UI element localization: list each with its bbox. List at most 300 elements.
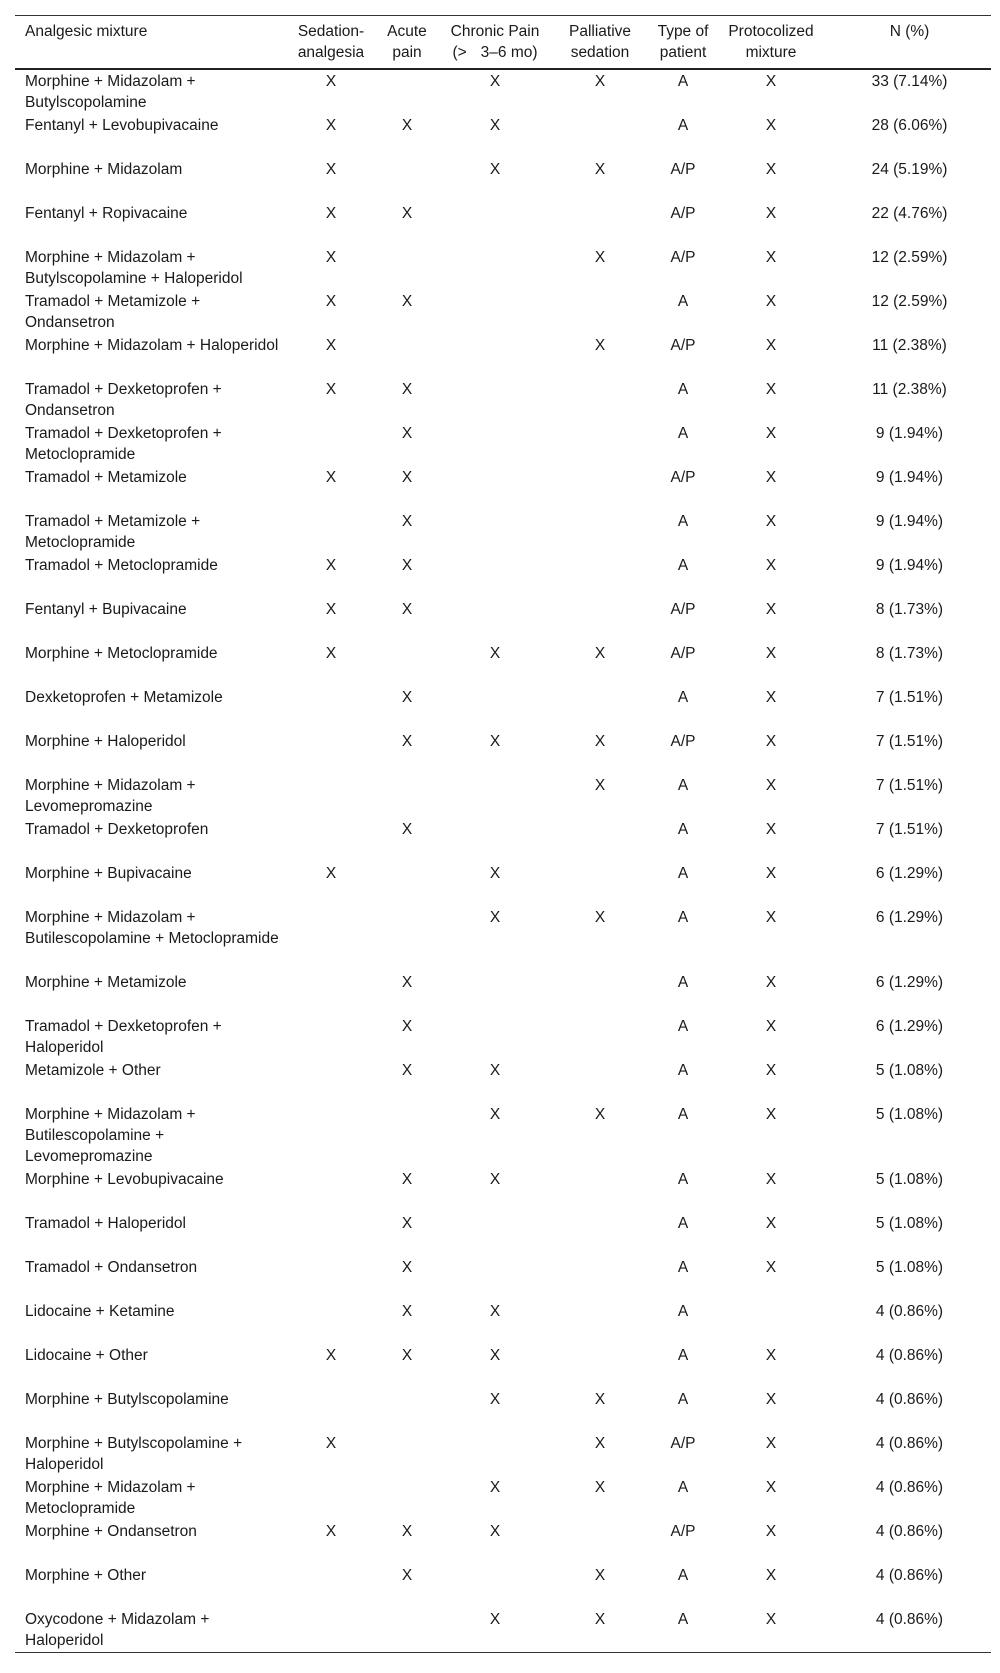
cell-n-percent: 4 (0.86%) — [875, 1435, 944, 1452]
cell-acute-pain: X — [401, 689, 413, 706]
cell-n-percent: 24 (5.19%) — [871, 161, 948, 178]
cell-type-of-patient: A — [677, 1567, 689, 1584]
table-row — [15, 1344, 991, 1388]
cell-type-of-patient: A/P — [670, 601, 696, 618]
cell-n-percent: 4 (0.86%) — [875, 1523, 944, 1540]
cell-acute-pain: X — [401, 601, 413, 618]
table-row — [15, 114, 991, 158]
cell-protocolized-mixture: X — [765, 1171, 777, 1188]
cell-chronic-pain — [442, 378, 548, 422]
cell-type-of-patient: A — [677, 381, 689, 398]
cell-type-of-patient: A — [652, 1608, 714, 1653]
table-row — [15, 1212, 991, 1256]
cell-protocolized-mixture: X — [765, 1391, 777, 1408]
cell-protocolized-mixture: X — [765, 1435, 777, 1452]
cell-acute-pain — [372, 906, 442, 971]
cell-n-percent: 4 (0.86%) — [875, 1303, 944, 1320]
cell-palliative-sedation — [548, 554, 652, 598]
table-row — [15, 686, 991, 730]
cell-protocolized-mixture: X — [765, 513, 777, 530]
cell-sedation-analgesia: X — [325, 1435, 337, 1452]
cell-chronic-pain: X — [489, 73, 501, 90]
cell-protocolized-mixture: X — [765, 821, 777, 838]
table-header — [15, 16, 991, 70]
cell-type-of-patient: A — [677, 865, 689, 882]
cell-sedation-analgesia — [290, 1388, 372, 1432]
cell-acute-pain — [372, 1388, 442, 1432]
cell-chronic-pain: X — [489, 1171, 501, 1188]
cell-sedation-analgesia — [290, 1168, 372, 1212]
cell-type-of-patient: A — [677, 1259, 689, 1276]
cell-protocolized-mixture: X — [765, 645, 777, 662]
cell-sedation-analgesia — [290, 422, 372, 466]
cell-sedation-analgesia: X — [325, 161, 337, 178]
cell-n-percent: 7 (1.51%) — [875, 733, 944, 750]
cell-chronic-pain: X — [489, 117, 501, 134]
cell-protocolized-mixture: X — [765, 249, 777, 266]
cell-n-percent: 7 (1.51%) — [875, 821, 944, 838]
header-chronic-pain — [442, 16, 548, 70]
cell-protocolized-mixture: X — [765, 1259, 777, 1276]
cell-analgesic-mixture: Tramadol + Dexketoprofen — [25, 821, 209, 838]
cell-type-of-patient: A — [677, 425, 689, 442]
cell-analgesic-mixture: Tramadol + Metoclopramide — [25, 557, 218, 574]
cell-type-of-patient: A/P — [670, 469, 696, 486]
cell-n-percent: 4 (0.86%) — [875, 1347, 944, 1364]
cell-sedation-analgesia: X — [325, 557, 337, 574]
table-row — [15, 1015, 991, 1059]
cell-acute-pain — [372, 69, 442, 114]
cell-protocolized-mixture: X — [765, 469, 777, 486]
cell-chronic-pain — [442, 818, 548, 862]
cell-n-percent: 9 (1.94%) — [875, 469, 944, 486]
cell-type-of-patient: A/P — [670, 337, 696, 354]
table-row — [15, 642, 991, 686]
cell-analgesic-mixture: Morphine + Midazolam + Butylscopolamine — [25, 73, 196, 111]
cell-analgesic-mixture: Lidocaine + Other — [25, 1347, 148, 1364]
cell-acute-pain: X — [401, 1062, 413, 1079]
table-row — [15, 69, 991, 114]
cell-n-percent: 11 (2.38%) — [872, 381, 947, 398]
header-sedation-analgesia: Sedation-analgesia — [290, 16, 372, 70]
cell-palliative-sedation: X — [594, 777, 606, 794]
cell-analgesic-mixture: Morphine + Levobupivacaine — [25, 1171, 224, 1188]
cell-acute-pain: X — [401, 1303, 413, 1320]
table-row — [15, 158, 991, 202]
cell-type-of-patient: A/P — [670, 645, 696, 662]
cell-n-percent: 6 (1.29%) — [875, 1018, 944, 1035]
cell-type-of-patient: A — [677, 1303, 689, 1320]
cell-n-percent: 9 (1.94%) — [875, 513, 944, 530]
table-row — [15, 598, 991, 642]
table-row — [15, 422, 991, 466]
cell-analgesic-mixture: Lidocaine + Ketamine — [25, 1303, 175, 1320]
cell-type-of-patient: A/P — [670, 161, 696, 178]
cell-chronic-pain — [442, 246, 548, 290]
cell-acute-pain: X — [401, 974, 413, 991]
cell-palliative-sedation — [548, 862, 652, 906]
header-protocolized-mixture: Protocolized mixture — [714, 16, 828, 70]
cell-type-of-patient: A — [677, 974, 689, 991]
cell-analgesic-mixture: Morphine + Butylscopolamine — [25, 1391, 229, 1408]
cell-palliative-sedation: X — [548, 1608, 652, 1653]
cell-protocolized-mixture: X — [765, 1523, 777, 1540]
cell-protocolized-mixture: X — [765, 425, 777, 442]
cell-acute-pain: X — [401, 469, 413, 486]
cell-analgesic-mixture: Oxycodone + Midazolam + Haloperidol — [15, 1608, 290, 1653]
header-acute-pain: Acute pain — [372, 16, 442, 70]
cell-protocolized-mixture: X — [765, 777, 777, 794]
cell-protocolized-mixture: X — [765, 1106, 777, 1123]
header-chronic-range: 3–6 mo) — [480, 44, 538, 61]
cell-protocolized-mixture: X — [765, 557, 777, 574]
table-row — [15, 1476, 991, 1520]
header-chronic-gt: (> — [452, 44, 467, 61]
cell-protocolized-mixture: X — [765, 1215, 777, 1232]
cell-n-percent: 5 (1.08%) — [875, 1215, 944, 1232]
cell-acute-pain: X — [401, 1259, 413, 1276]
cell-palliative-sedation — [548, 1168, 652, 1212]
cell-n-percent: 7 (1.51%) — [875, 689, 944, 706]
cell-acute-pain: X — [401, 557, 413, 574]
cell-type-of-patient: A — [677, 1391, 689, 1408]
cell-analgesic-mixture: Morphine + Bupivacaine — [25, 865, 192, 882]
cell-acute-pain: X — [401, 1567, 413, 1584]
table-body — [15, 69, 991, 1653]
cell-n-percent: 28 (6.06%) — [871, 117, 948, 134]
cell-sedation-analgesia: X — [325, 381, 337, 398]
table-row — [15, 774, 991, 818]
cell-analgesic-mixture: Tramadol + Ondansetron — [25, 1259, 198, 1276]
table-row — [15, 1300, 991, 1344]
cell-n-percent: 5 (1.08%) — [875, 1259, 944, 1276]
cell-sedation-analgesia: X — [325, 293, 337, 310]
table-row — [15, 1432, 991, 1476]
cell-chronic-pain — [442, 774, 548, 818]
cell-protocolized-mixture: X — [765, 205, 777, 222]
cell-chronic-pain: X — [489, 161, 501, 178]
cell-n-percent: 8 (1.73%) — [875, 645, 944, 662]
cell-sedation-analgesia — [290, 1256, 372, 1300]
cell-chronic-pain: X — [489, 865, 501, 882]
cell-acute-pain: X — [401, 1171, 413, 1188]
table-row — [15, 1608, 991, 1653]
cell-sedation-analgesia — [290, 906, 372, 971]
cell-palliative-sedation: X — [594, 733, 606, 750]
cell-sedation-analgesia: X — [325, 205, 337, 222]
cell-analgesic-mixture: Dexketoprofen + Metamizole — [25, 689, 223, 706]
cell-sedation-analgesia: X — [325, 1347, 337, 1364]
cell-sedation-analgesia: X — [325, 1523, 337, 1540]
cell-n-percent: 12 (2.59%) — [871, 249, 948, 266]
cell-protocolized-mixture: X — [765, 1567, 777, 1584]
cell-type-of-patient: A — [677, 557, 689, 574]
cell-analgesic-mixture: Metamizole + Other — [25, 1062, 161, 1079]
cell-protocolized-mixture: X — [765, 689, 777, 706]
cell-chronic-pain: X — [489, 645, 501, 662]
cell-palliative-sedation — [548, 1015, 652, 1059]
cell-protocolized-mixture: X — [765, 974, 777, 991]
cell-palliative-sedation — [548, 1059, 652, 1103]
cell-protocolized-mixture: X — [714, 1608, 828, 1653]
cell-chronic-pain: X — [489, 1106, 501, 1123]
cell-acute-pain — [372, 158, 442, 202]
cell-chronic-pain: X — [489, 733, 501, 750]
cell-type-of-patient: A — [677, 1106, 689, 1123]
cell-sedation-analgesia — [290, 1059, 372, 1103]
table-row — [15, 1520, 991, 1564]
cell-acute-pain: X — [401, 733, 413, 750]
cell-n-percent: 5 (1.08%) — [875, 1062, 944, 1079]
table-row — [15, 906, 991, 971]
table-row — [15, 246, 991, 290]
cell-sedation-analgesia — [290, 1212, 372, 1256]
cell-n-percent: 33 (7.14%) — [871, 73, 948, 90]
header-row — [15, 16, 991, 70]
table-row — [15, 334, 991, 378]
cell-chronic-pain: X — [489, 909, 501, 926]
cell-analgesic-mixture: Tramadol + Metamizole — [25, 469, 187, 486]
cell-acute-pain — [372, 642, 442, 686]
cell-analgesic-mixture: Fentanyl + Ropivacaine — [25, 205, 188, 222]
cell-n-percent: 11 (2.38%) — [872, 337, 947, 354]
table-row — [15, 378, 991, 422]
cell-n-percent: 5 (1.08%) — [875, 1171, 944, 1188]
cell-palliative-sedation — [548, 466, 652, 510]
cell-acute-pain: X — [401, 205, 413, 222]
cell-n-percent: 7 (1.51%) — [875, 777, 944, 794]
cell-acute-pain — [372, 246, 442, 290]
header-chronic-pain-duration — [452, 42, 537, 63]
cell-protocolized-mixture: X — [765, 73, 777, 90]
cell-analgesic-mixture: Tramadol + Metamizole + Ondansetron — [25, 293, 201, 331]
cell-sedation-analgesia — [290, 1608, 372, 1653]
cell-analgesic-mixture: Tramadol + Dexketoprofen + Haloperidol — [25, 1018, 222, 1056]
cell-analgesic-mixture: Morphine + Other — [25, 1567, 147, 1584]
cell-chronic-pain: X — [489, 1062, 501, 1079]
cell-type-of-patient: A — [677, 1171, 689, 1188]
cell-analgesic-mixture: Morphine + Haloperidol — [25, 733, 186, 750]
cell-analgesic-mixture: Morphine + Metamizole — [25, 974, 187, 991]
cell-chronic-pain — [442, 598, 548, 642]
cell-sedation-analgesia — [290, 1564, 372, 1608]
cell-chronic-pain — [442, 1015, 548, 1059]
table-row — [15, 466, 991, 510]
cell-analgesic-mixture: Fentanyl + Levobupivacaine — [25, 117, 219, 134]
header-analgesic-mixture: Analgesic mixture — [15, 16, 290, 70]
cell-protocolized-mixture: X — [765, 1018, 777, 1035]
cell-chronic-pain: X — [489, 1391, 501, 1408]
cell-analgesic-mixture: Morphine + Midazolam + Butilescopolamine + Metoclopramide — [25, 909, 279, 947]
cell-palliative-sedation: X — [594, 1391, 606, 1408]
cell-protocolized-mixture: X — [765, 293, 777, 310]
cell-protocolized-mixture — [714, 1300, 828, 1344]
cell-acute-pain — [372, 1103, 442, 1168]
cell-type-of-patient: A — [677, 1347, 689, 1364]
table-row — [15, 1388, 991, 1432]
table-row — [15, 290, 991, 334]
table-row — [15, 202, 991, 246]
cell-acute-pain: X — [401, 1347, 413, 1364]
cell-sedation-analgesia: X — [325, 73, 337, 90]
cell-acute-pain: X — [401, 381, 413, 398]
cell-palliative-sedation — [548, 1344, 652, 1388]
cell-sedation-analgesia: X — [325, 117, 337, 134]
cell-analgesic-mixture: Tramadol + Metamizole + Metoclopramide — [25, 513, 201, 551]
cell-sedation-analgesia: X — [325, 865, 337, 882]
cell-chronic-pain — [442, 554, 548, 598]
table-row — [15, 818, 991, 862]
cell-acute-pain — [372, 862, 442, 906]
cell-protocolized-mixture: X — [765, 601, 777, 618]
cell-chronic-pain: X — [489, 1523, 501, 1540]
cell-chronic-pain — [442, 334, 548, 378]
cell-palliative-sedation — [548, 1256, 652, 1300]
cell-chronic-pain — [442, 422, 548, 466]
cell-n-percent: 6 (1.29%) — [875, 909, 944, 926]
cell-chronic-pain — [442, 1212, 548, 1256]
cell-analgesic-mixture: Tramadol + Dexketoprofen + Metoclopramide — [25, 425, 222, 463]
cell-n-percent: 22 (4.76%) — [871, 205, 948, 222]
cell-palliative-sedation: X — [594, 1479, 606, 1496]
cell-analgesic-mixture: Morphine + Midazolam + Butilescopolamine + Levomepromazine — [25, 1106, 196, 1165]
cell-analgesic-mixture: Morphine + Midazolam + Haloperidol — [25, 337, 279, 354]
cell-protocolized-mixture: X — [765, 161, 777, 178]
cell-palliative-sedation — [548, 1520, 652, 1564]
cell-protocolized-mixture: X — [765, 337, 777, 354]
cell-chronic-pain — [442, 971, 548, 1015]
cell-type-of-patient: A — [677, 1215, 689, 1232]
cell-acute-pain — [372, 774, 442, 818]
table-row — [15, 1059, 991, 1103]
cell-chronic-pain — [442, 686, 548, 730]
header-n-percent: N (%) — [828, 16, 991, 70]
cell-palliative-sedation: X — [594, 337, 606, 354]
cell-acute-pain: X — [401, 1523, 413, 1540]
header-chronic-pain-title: Chronic Pain — [450, 23, 540, 40]
cell-palliative-sedation — [548, 202, 652, 246]
cell-palliative-sedation: X — [594, 1435, 606, 1452]
cell-sedation-analgesia: X — [325, 601, 337, 618]
cell-protocolized-mixture: X — [765, 1347, 777, 1364]
cell-type-of-patient: A/P — [670, 249, 696, 266]
cell-palliative-sedation: X — [594, 909, 606, 926]
cell-sedation-analgesia — [290, 818, 372, 862]
cell-chronic-pain — [442, 510, 548, 554]
cell-acute-pain: X — [401, 513, 413, 530]
cell-type-of-patient: A/P — [670, 1435, 696, 1452]
cell-acute-pain: X — [401, 821, 413, 838]
cell-analgesic-mixture: Morphine + Midazolam + Butylscopolamine + Haloperidol — [25, 249, 243, 287]
cell-palliative-sedation — [548, 971, 652, 1015]
table-row — [15, 730, 991, 774]
cell-type-of-patient: A — [677, 73, 689, 90]
cell-palliative-sedation — [548, 686, 652, 730]
table-row — [15, 971, 991, 1015]
cell-type-of-patient: A — [677, 1062, 689, 1079]
cell-palliative-sedation — [548, 1300, 652, 1344]
cell-sedation-analgesia — [290, 1015, 372, 1059]
cell-acute-pain: X — [401, 1215, 413, 1232]
cell-n-percent: 4 (0.86%) — [828, 1608, 991, 1653]
table-row — [15, 510, 991, 554]
cell-n-percent: 4 (0.86%) — [875, 1391, 944, 1408]
cell-type-of-patient: A — [677, 777, 689, 794]
cell-type-of-patient: A — [677, 513, 689, 530]
cell-type-of-patient: A/P — [670, 733, 696, 750]
cell-type-of-patient: A/P — [670, 205, 696, 222]
cell-palliative-sedation: X — [594, 161, 606, 178]
table-row — [15, 1564, 991, 1608]
cell-sedation-analgesia — [290, 774, 372, 818]
cell-sedation-analgesia: X — [325, 337, 337, 354]
cell-chronic-pain: X — [442, 1608, 548, 1653]
cell-n-percent: 4 (0.86%) — [875, 1479, 944, 1496]
cell-protocolized-mixture: X — [765, 865, 777, 882]
cell-type-of-patient: A — [677, 117, 689, 134]
cell-acute-pain: X — [401, 293, 413, 310]
cell-analgesic-mixture: Fentanyl + Bupivacaine — [25, 601, 187, 618]
cell-chronic-pain — [442, 1256, 548, 1300]
cell-protocolized-mixture: X — [765, 381, 777, 398]
cell-n-percent: 6 (1.29%) — [875, 974, 944, 991]
cell-n-percent: 12 (2.59%) — [871, 293, 948, 310]
cell-palliative-sedation — [548, 378, 652, 422]
cell-acute-pain — [372, 1432, 442, 1476]
cell-sedation-analgesia — [290, 730, 372, 774]
cell-chronic-pain — [442, 202, 548, 246]
cell-palliative-sedation — [548, 290, 652, 334]
table-row — [15, 862, 991, 906]
cell-protocolized-mixture: X — [765, 1479, 777, 1496]
cell-analgesic-mixture: Tramadol + Dexketoprofen + Ondansetron — [25, 381, 222, 419]
cell-n-percent: 9 (1.94%) — [875, 557, 944, 574]
cell-sedation-analgesia — [290, 686, 372, 730]
table-row — [15, 554, 991, 598]
cell-analgesic-mixture: Morphine + Midazolam — [25, 161, 183, 178]
cell-palliative-sedation: X — [594, 1106, 606, 1123]
cell-type-of-patient: A — [677, 293, 689, 310]
cell-analgesic-mixture: Morphine + Ondansetron — [25, 1523, 197, 1540]
cell-type-of-patient: A — [677, 821, 689, 838]
cell-analgesic-mixture: Morphine + Metoclopramide — [25, 645, 218, 662]
cell-acute-pain — [372, 1476, 442, 1520]
cell-n-percent: 8 (1.73%) — [875, 601, 944, 618]
cell-protocolized-mixture: X — [765, 909, 777, 926]
cell-palliative-sedation — [548, 1212, 652, 1256]
cell-chronic-pain — [442, 1432, 548, 1476]
cell-sedation-analgesia — [290, 971, 372, 1015]
cell-analgesic-mixture: Morphine + Butylscopolamine + Haloperidol — [25, 1435, 243, 1473]
cell-protocolized-mixture: X — [765, 117, 777, 134]
cell-analgesic-mixture: Morphine + Midazolam + Metoclopramide — [25, 1479, 196, 1517]
table-row — [15, 1103, 991, 1168]
cell-protocolized-mixture: X — [765, 733, 777, 750]
cell-palliative-sedation: X — [594, 73, 606, 90]
cell-palliative-sedation — [548, 114, 652, 158]
table-row — [15, 1256, 991, 1300]
cell-sedation-analgesia — [290, 1476, 372, 1520]
cell-palliative-sedation — [548, 598, 652, 642]
cell-analgesic-mixture: Tramadol + Haloperidol — [25, 1215, 186, 1232]
cell-n-percent: 4 (0.86%) — [875, 1567, 944, 1584]
cell-palliative-sedation: X — [594, 645, 606, 662]
cell-acute-pain: X — [401, 425, 413, 442]
cell-palliative-sedation — [548, 818, 652, 862]
cell-n-percent: 5 (1.08%) — [875, 1106, 944, 1123]
cell-sedation-analgesia — [290, 510, 372, 554]
cell-type-of-patient: A — [677, 909, 689, 926]
